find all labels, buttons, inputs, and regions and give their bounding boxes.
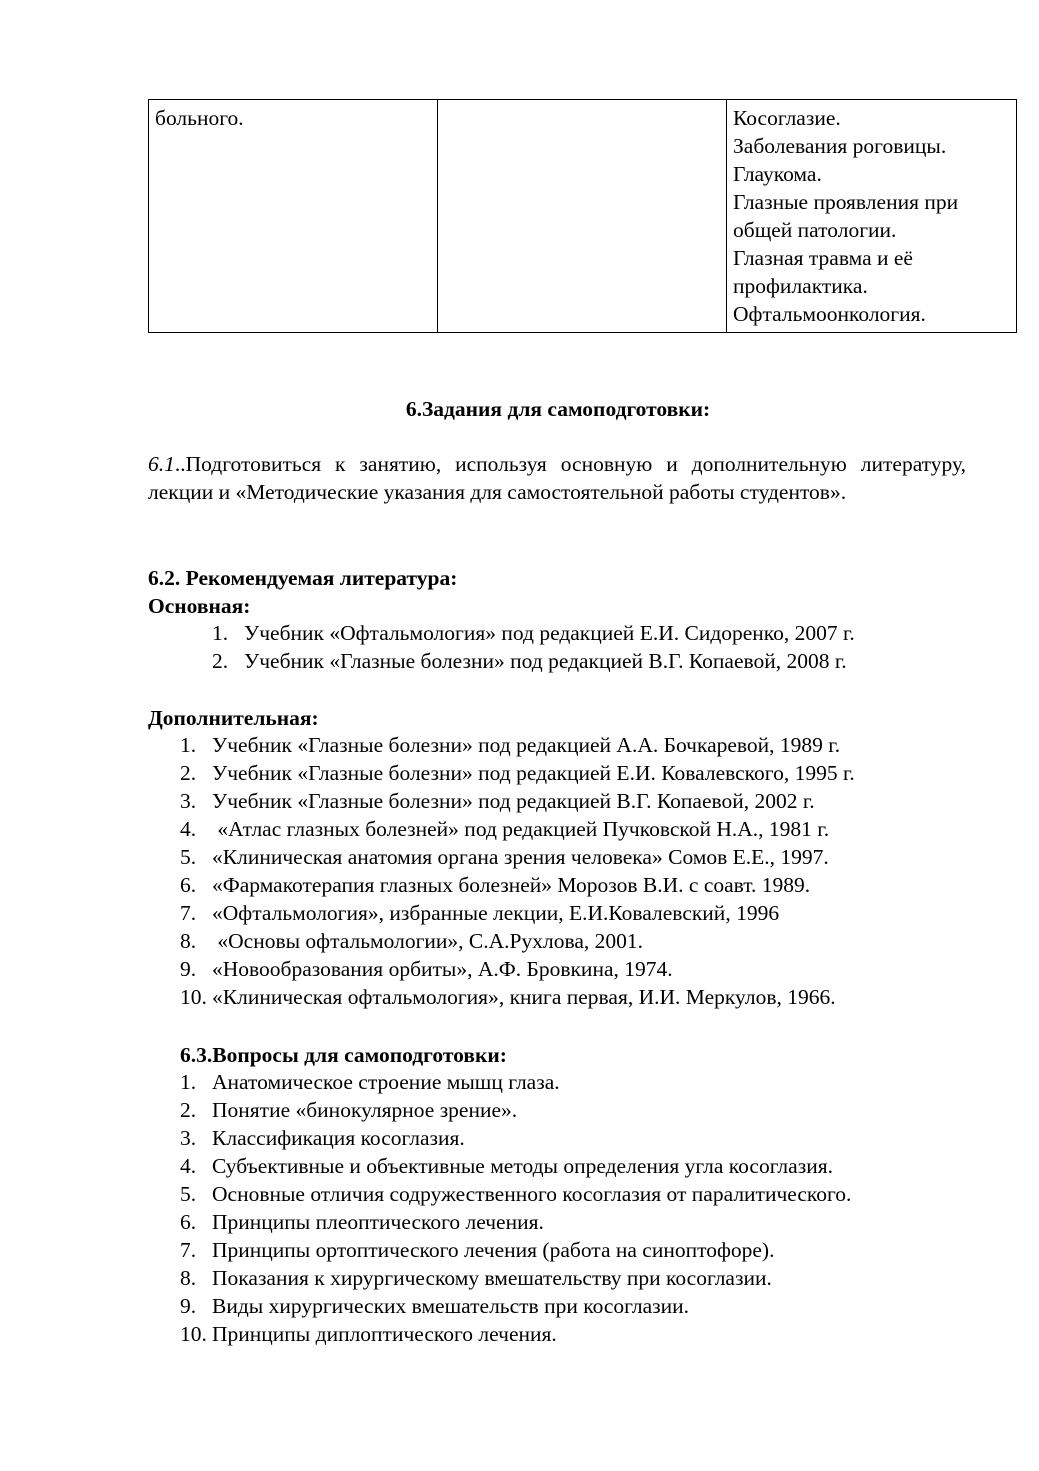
item-number: 1. xyxy=(212,621,229,645)
list-item xyxy=(212,647,855,675)
table-cell-col3 xyxy=(727,100,1017,333)
list-item xyxy=(180,983,855,1011)
item-text: Основные отличия содружественного косоглазия от паралитического. xyxy=(212,1182,852,1206)
list-item xyxy=(180,1096,851,1124)
item-number: 10. xyxy=(180,985,207,1009)
item-number: 2. xyxy=(212,649,229,673)
item-text: Учебник «Глазные болезни» под редакцией В.Г. Копаевой, 2008 г. xyxy=(244,649,847,673)
questions-heading: 6.3.Вопросы для самоподготовки: xyxy=(180,1043,507,1067)
item-text: Показания к хирургическому вмешательству при косоглазии. xyxy=(212,1266,772,1290)
item-number: 2. xyxy=(180,761,197,785)
main-literature-list xyxy=(212,619,855,675)
list-item xyxy=(180,759,855,787)
list-item xyxy=(180,1124,851,1152)
topics-table xyxy=(148,99,1017,333)
topic-line: Глазные проявления при xyxy=(733,190,959,214)
list-item xyxy=(180,787,855,815)
list-item xyxy=(180,1180,851,1208)
extra-literature-list xyxy=(180,731,855,1011)
item-number: 8. xyxy=(180,929,197,953)
list-item xyxy=(180,1236,851,1264)
extra-literature-heading: Дополнительная: xyxy=(148,706,319,730)
main-literature-heading: Основная: xyxy=(148,594,251,618)
item-number: 3. xyxy=(180,1126,197,1150)
item-number: 9. xyxy=(180,1294,197,1318)
item-text: «Фармакотерапия глазных болезней» Морозов В.И. с соавт. 1989. xyxy=(212,873,811,897)
list-item xyxy=(180,1292,851,1320)
table-cell-col1 xyxy=(149,100,438,333)
item-text: «Клиническая офтальмология», книга первая, И.И. Меркулов, 1966. xyxy=(212,985,836,1009)
item-text: Учебник «Глазные болезни» под редакцией В.Г. Копаевой, 2002 г. xyxy=(212,789,815,813)
item-text: Учебник «Глазные болезни» под редакцией Е.И. Ковалевского, 1995 г. xyxy=(212,761,855,785)
item-number: 9. xyxy=(180,957,197,981)
item-number: 1. xyxy=(180,1070,197,1094)
item-text: Анатомическое строение мышц глаза. xyxy=(212,1070,560,1094)
item-number: 3. xyxy=(180,789,197,813)
list-item xyxy=(180,731,855,759)
item-text: «Новообразования орбиты», А.Ф. Бровкина, 1974. xyxy=(212,957,673,981)
list-item xyxy=(180,1320,851,1348)
list-item xyxy=(180,1264,851,1292)
item-number: 4. xyxy=(180,1154,197,1178)
item-number: 6. xyxy=(180,1210,197,1234)
list-item xyxy=(180,815,855,843)
item-number: 5. xyxy=(180,1182,197,1206)
table-cell-col2 xyxy=(438,100,727,333)
item-number: 2. xyxy=(180,1098,197,1122)
list-item xyxy=(180,1152,851,1180)
item-text: Виды хирургических вмешательств при косоглазии. xyxy=(212,1294,690,1318)
list-item xyxy=(180,899,855,927)
list-item xyxy=(180,1068,851,1096)
item-text: Учебник «Глазные болезни» под редакцией А.А. Бочкаревой, 1989 г. xyxy=(212,733,841,757)
list-item xyxy=(180,843,855,871)
item-number: 6. xyxy=(180,873,197,897)
item-text: Субъективные и объективные методы определения угла косоглазия. xyxy=(212,1154,833,1178)
item-text: Классификация косоглазия. xyxy=(212,1126,465,1150)
item-number: 7. xyxy=(180,1238,197,1262)
list-item xyxy=(180,871,855,899)
item-text: Понятие «бинокулярное зрение». xyxy=(212,1098,518,1122)
item-number: 5. xyxy=(180,845,197,869)
item-number: 7. xyxy=(180,901,197,925)
list-item xyxy=(180,1208,851,1236)
item-number: 4. xyxy=(180,817,197,841)
item-text: Принципы диплоптического лечения. xyxy=(212,1322,557,1346)
item-number: 8. xyxy=(180,1266,197,1290)
topic-line: Косоглазие. xyxy=(733,106,841,130)
section-title: 6.Задания для самоподготовки: xyxy=(405,397,711,421)
list-item xyxy=(212,619,855,647)
item-text: «Атлас глазных болезней» под редакцией Пучковской Н.А., 1981 г. xyxy=(212,817,830,841)
topic-line: Глазная травма и её xyxy=(733,246,913,270)
topic-line: Глаукома. xyxy=(733,162,822,186)
list-item xyxy=(180,927,855,955)
topic-line: общей патологии. xyxy=(733,218,897,242)
item-number: 10. xyxy=(180,1322,207,1346)
item-text: «Клиническая анатомия органа зрения человека» Сомов Е.Е., 1997. xyxy=(212,845,829,869)
item-text: Учебник «Офтальмология» под редакцией Е.И. Сидоренко, 2007 г. xyxy=(244,621,855,645)
item-text: «Офтальмология», избранные лекции, Е.И.Ковалевский, 1996 xyxy=(212,901,780,925)
item-text: «Основы офтальмологии», С.А.Рухлова, 2001. xyxy=(212,929,643,953)
task-paragraph xyxy=(148,450,966,506)
topic-line: профилактика. xyxy=(733,274,868,298)
item-text: Принципы ортоптического лечения (работа на синоптофоре). xyxy=(212,1238,775,1262)
task-text: ..Подготовиться к занятию, используя основную и дополнительную литературу, лекции и «Методические указания для самостоятельной работы студентов». xyxy=(148,452,966,504)
topic-line: Офтальмоонкология. xyxy=(733,302,926,326)
cell-text: больного. xyxy=(155,106,244,130)
literature-heading: 6.2. Рекомендуемая литература: xyxy=(148,566,458,590)
questions-list xyxy=(180,1068,851,1348)
item-number: 1. xyxy=(180,733,197,757)
item-text: Принципы плеоптического лечения. xyxy=(212,1210,544,1234)
task-number: 6.1 xyxy=(148,452,175,476)
list-item xyxy=(180,955,855,983)
topic-line: Заболевания роговицы. xyxy=(733,134,947,158)
table-row xyxy=(149,100,1017,333)
